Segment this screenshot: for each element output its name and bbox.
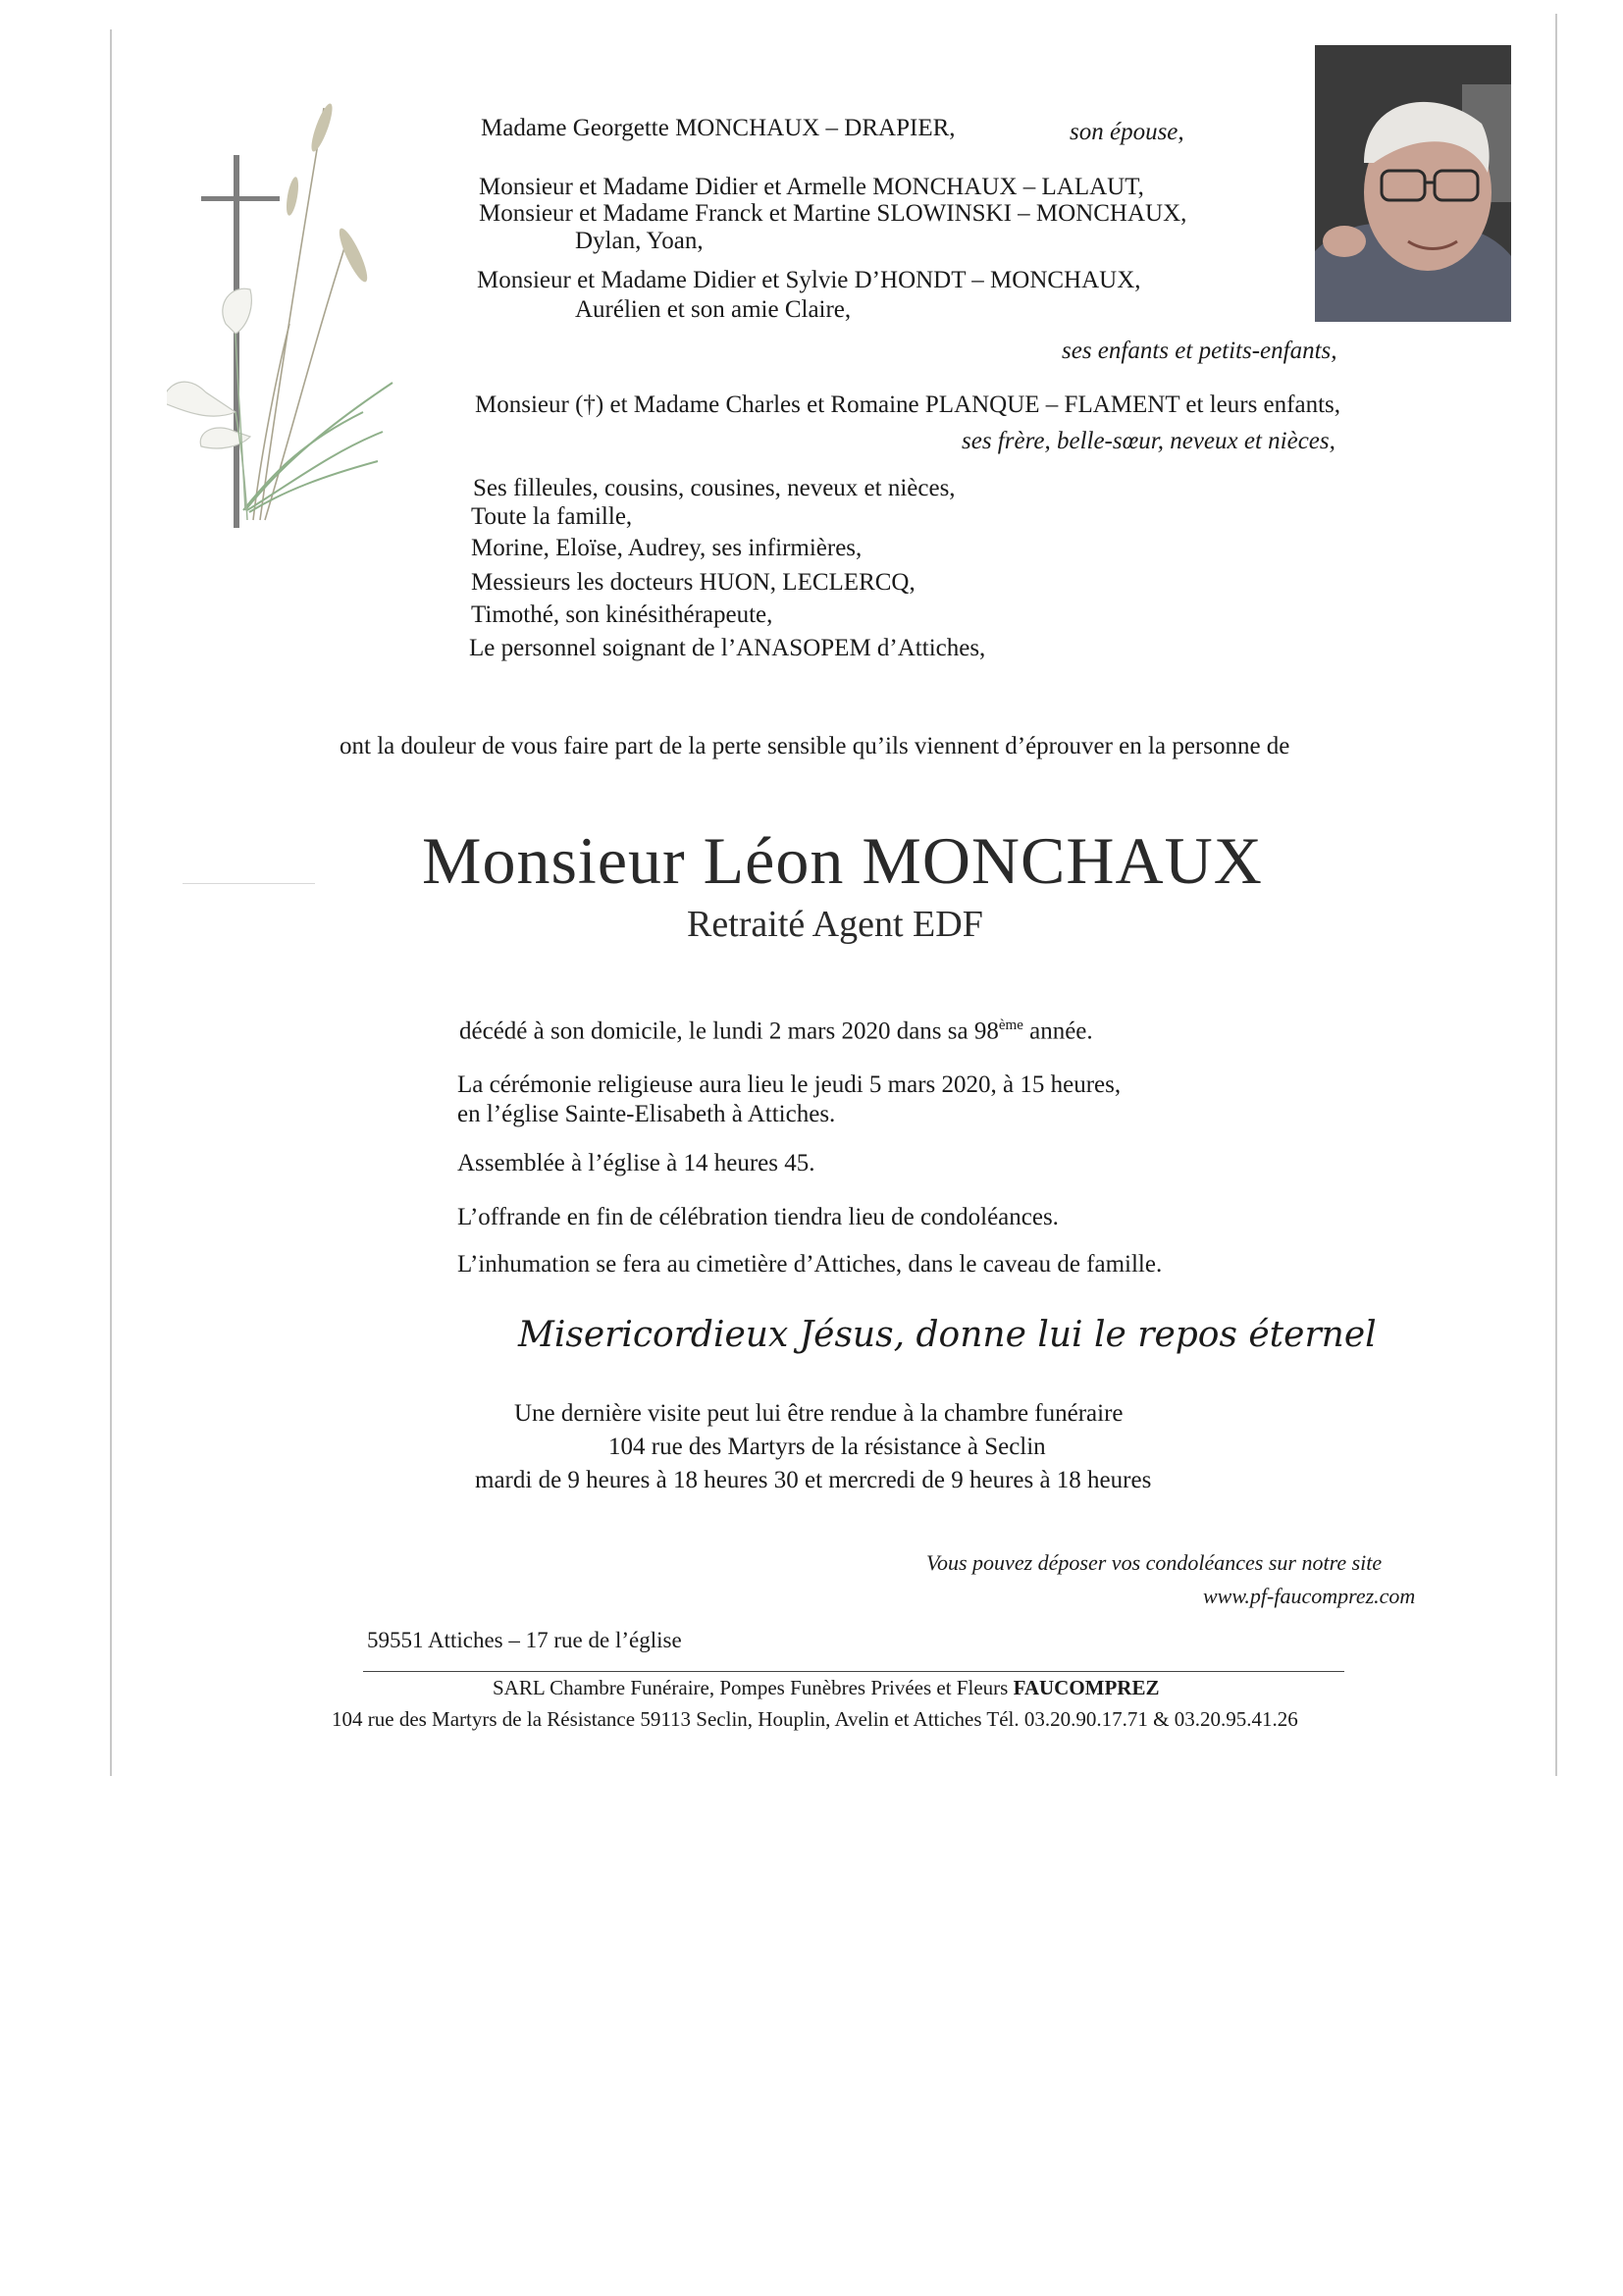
burial-note: L’inhumation se fera au cimetière d’Attiches, dans le caveau de famille. [457, 1251, 1163, 1278]
home-address: 59551 Attiches – 17 rue de l’église [367, 1628, 682, 1652]
portrait-drawing [1315, 45, 1511, 322]
others-line-4: Messieurs les docteurs HUON, LECLERCQ, [471, 569, 916, 596]
cross [201, 155, 280, 528]
others-line-3: Morine, Eloïse, Audrey, ses infirmières, [471, 535, 863, 561]
family-role-spouse: son épouse, [1070, 119, 1184, 145]
cross-lily-wheat-illustration [167, 88, 402, 540]
assembly-time: Assemblée à l’église à 14 heures 45. [457, 1150, 815, 1176]
prayer-line: Misericordieux Jésus, donne lui le repos éternel [518, 1315, 1377, 1355]
deceased-name: Monsieur Léon MONCHAUX [422, 823, 1263, 898]
family-line-6: Aurélien et son amie Claire, [575, 296, 852, 323]
footer-rule [363, 1671, 1344, 1672]
family-line-7: Monsieur (†) et Madame Charles et Romaine PLANQUE – FLAMENT et leurs enfants, [475, 391, 1340, 418]
family-line-3: Monsieur et Madame Franck et Martine SLOWINSKI – MONCHAUX, [479, 200, 1187, 227]
wheat-stalks [253, 108, 348, 520]
portrait-photo [1315, 45, 1511, 322]
visit-line-1: Une dernière visite peut lui être rendue à la chambre funéraire [514, 1400, 1124, 1427]
condolences-note: Vous pouvez déposer vos condoléances sur notre site [926, 1550, 1383, 1575]
deceased-title: Retraité Agent EDF [687, 904, 983, 945]
family-line-4: Dylan, Yoan, [575, 228, 704, 254]
others-line-2: Toute la famille, [471, 503, 633, 530]
others-line-1: Ses filleules, cousins, cousines, neveux et nièces, [473, 475, 956, 501]
family-role-siblings: ses frère, belle-sœur, neveux et nièces, [962, 428, 1335, 454]
ceremony-line-2: en l’église Sainte-Elisabeth à Attiches. [457, 1101, 836, 1127]
offering-note: L’offrande en fin de célébration tiendra lieu de condoléances. [457, 1204, 1059, 1230]
intro-sentence: ont la douleur de vous faire part de la perte sensible qu’ils viennent d’éprouver en la personne de [340, 733, 1290, 759]
family-role-children: ses enfants et petits-enfants, [1062, 338, 1337, 364]
wheat-ears [285, 102, 372, 286]
footer-company [493, 1678, 1160, 1698]
ceremony-line-1: La cérémonie religieuse aura lieu le jeudi 5 mars 2020, à 15 heures, [457, 1071, 1122, 1098]
footer-company-brand: FAUCOMPREZ [1013, 1676, 1160, 1699]
death-text: décédé à son domicile, le lundi 2 mars 2020 dans sa 98 [459, 1018, 999, 1045]
family-line-1: Madame Georgette MONCHAUX – DRAPIER, [481, 115, 956, 141]
family-line-5: Monsieur et Madame Didier et Sylvie D’HONDT – MONCHAUX, [477, 267, 1141, 293]
footer-company-text: SARL Chambre Funéraire, Pompes Funèbres Privées et Fleurs [493, 1676, 1014, 1699]
others-line-5: Timothé, son kinésithérapeute, [471, 601, 773, 628]
scan-mark [183, 883, 315, 884]
visit-line-2: 104 rue des Martyrs de la résistance à Seclin [608, 1434, 1046, 1460]
grass-leaves [243, 383, 393, 512]
death-superscript: ème [998, 1018, 1023, 1033]
visit-line-3: mardi de 9 heures à 18 heures 30 et mercredi de 9 heures à 18 heures [475, 1467, 1152, 1493]
death-notice [459, 1018, 1093, 1043]
condolences-website[interactable]: www.pf-faucomprez.com [1203, 1584, 1416, 1608]
others-line-6: Le personnel soignant de l’ANASOPEM d’Attiches, [469, 635, 986, 661]
footer-address: 104 rue des Martyrs de la Résistance 59113 Seclin, Houplin, Avelin et Attiches Tél. 03.20.90.17.71 & 03.20.95.41.26 [332, 1707, 1298, 1731]
scan-edge-left [110, 29, 112, 1776]
death-text-end: année. [1022, 1018, 1093, 1045]
scan-edge-right [1555, 14, 1557, 1776]
family-line-2: Monsieur et Madame Didier et Armelle MONCHAUX – LALAUT, [479, 174, 1144, 200]
